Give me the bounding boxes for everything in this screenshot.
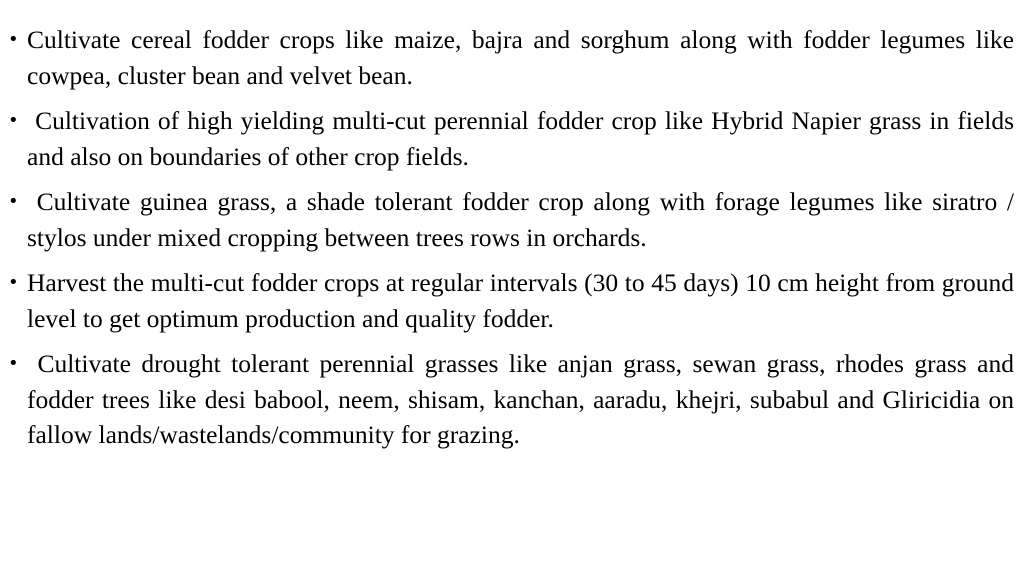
bullet-item-1 <box>8 22 1014 93</box>
bullet-text: Cultivation of high yielding multi-cut perennial fodder crop like Hybrid Napier grass in fields and also on boundaries of other crop fields. <box>27 106 1021 171</box>
bullet-dot-icon: • <box>8 353 19 374</box>
bullet-dot-icon: • <box>8 191 19 212</box>
bullet-text: Cultivate drought tolerant perennial grasses like anjan grass, sewan grass, rhodes grass and fodder trees like desi babool, neem, shisam, kanchan, aaradu, khejri, subabul and Gliricidia on fallow lands/wastelands/community for grazing. <box>27 349 1021 449</box>
bullet-item-2 <box>8 103 1021 174</box>
bullet-list <box>8 22 1021 463</box>
bullet-item-5 <box>8 346 1021 453</box>
bullet-text: Cultivate guinea grass, a shade tolerant fodder crop along with forage legumes like siratro / stylos under mixed cropping between trees rows in orchards. <box>27 187 1021 252</box>
bullet-dot-icon: • <box>8 110 19 131</box>
bullet-item-4 <box>8 265 1014 336</box>
bullet-item-3 <box>8 184 1021 255</box>
bullet-text: Harvest the multi-cut fodder crops at regular intervals (30 to 45 days) 10 cm height from ground level to get optimum production and quality fodder. <box>27 268 1014 333</box>
bullet-text: Cultivate cereal fodder crops like maize, bajra and sorghum along with fodder legumes like cowpea, cluster bean and velvet bean. <box>27 25 1014 90</box>
bullet-dot-icon: • <box>8 29 19 50</box>
bullet-dot-icon: • <box>8 272 19 293</box>
